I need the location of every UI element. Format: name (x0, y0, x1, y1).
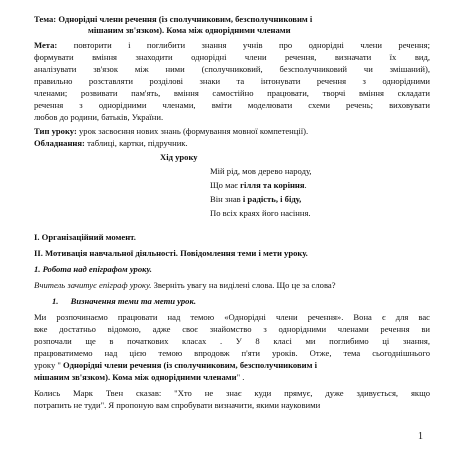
poem-line-1: Мій рід, мов дерево народу, (210, 166, 312, 176)
course-heading: Хід уроку (160, 152, 198, 162)
topic-text-cont: мішаним зв'язком). Кома між однорідними членами (88, 25, 291, 35)
poem-line-3: Він знав і радість, і біду, (210, 194, 302, 204)
goal-line: членами; розвивати пам'ять, вміння самостійно працювати, творчі вміння складати (34, 88, 430, 98)
topic-line-2 (88, 25, 291, 36)
lesson-type: Тип уроку: урок засвоєння нових знань (формування мовної компетенції). (34, 126, 309, 136)
lesson-type-label: Тип уроку: (34, 126, 77, 136)
subsection-topic-goal: 1. Визначення теми та мети урок. (52, 296, 196, 306)
paragraph-line-topic: уроку " Однорідні члени речення (із сполучниковим, безсполучниковим і (34, 360, 317, 370)
paragraph-line: розпочали ще в початкових класах . У 8 класі ми поглибимо ці знання, (34, 336, 430, 346)
goal-line: формувати вміння знаходити однорідні члени речення, визначати їх вид, (34, 52, 430, 62)
poem-line-4: По всіх краях його насіння. (210, 208, 311, 218)
paragraph-line: Ми розпочинаємо працювати над темою «Однорідні члени речення». Вона є для вас (34, 312, 430, 322)
equipment-label: Обладнання: (34, 138, 85, 148)
goal-label: Мета: (34, 40, 58, 50)
goal-line: речення з однорідними членами, вміти моделювати схеми речень; виховувати (34, 100, 430, 110)
paragraph-line: працюватимемо над цією темою впродовж п'яти уроків. Отже, тема сьогоднішнього (34, 348, 430, 358)
topic-line-1 (34, 14, 312, 25)
goal-line-1: Мета: повторити і поглибити знання учнів про однорідні члени речення; (34, 40, 430, 50)
section-motivation: II. Мотивація навчальної діяльності. Повідомлення теми і мети уроку. (34, 248, 308, 258)
equipment: Обладнання: таблиці, картки, підручник. (34, 138, 188, 148)
page-number: 1 (418, 431, 423, 442)
topic-label: Тема: (34, 14, 57, 24)
topic-text: Однорідні члени речення (із сполучниковим, безсполучниковим і (58, 14, 313, 24)
paragraph-line-topic-cont: мішаним зв'язком). Кома між однорідними членами" . (34, 372, 245, 382)
paragraph-line: вже достатньо відомою, адже своє знайомство з однорідними членами речення ви (34, 324, 430, 334)
subsection-epigraph: 1. Робота над епіграфом уроку. (34, 264, 152, 274)
teacher-instruction: Вчитель зачитує епіграф уроку. Зверніть увагу на виділені слова. Що це за слова? (34, 280, 336, 290)
poem-line-2: Що має гілля та коріння. (210, 180, 307, 190)
paragraph-line: потрапить не туди". Я пропоную вам спробувати визначити, якими науковими (34, 400, 321, 410)
paragraph-line: Колись Марк Твен сказав: "Хто не знає куди прямує, дуже здивується, якщо (34, 388, 430, 398)
goal-line: правильно розставляти розділові знаки та інтонувати речення з однорідними (34, 76, 430, 86)
goal-line: любов до родини, батьків, України. (34, 112, 164, 122)
section-organizational: I. Організаційний момент. (34, 232, 136, 242)
goal-line: аналізувати зв'язок між ними (сполучниковий, безсполучниковий чи змішаний), (34, 64, 430, 74)
